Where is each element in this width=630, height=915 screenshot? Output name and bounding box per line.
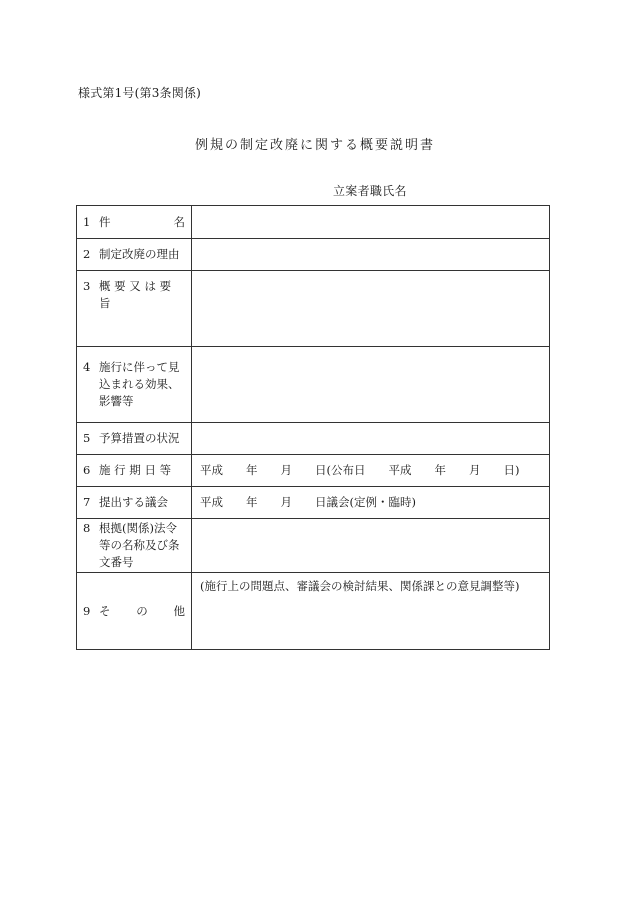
row-number: 2 (83, 247, 91, 261)
row-label: 根拠(関係)法令 等の名称及び条 文番号 (99, 521, 180, 569)
row-number: 7 (83, 495, 91, 509)
row-label: 提出する議会 (99, 495, 168, 509)
row-value-cell[interactable] (192, 455, 550, 487)
row-number: 5 (83, 431, 91, 445)
row-value-cell[interactable] (192, 206, 550, 239)
table-row (77, 423, 550, 455)
row-value: (施行上の問題点、審議会の検討結果、関係課との意見調整等) (200, 579, 520, 593)
row-value-cell[interactable] (192, 487, 550, 519)
row-value-cell[interactable] (192, 573, 550, 650)
row-value: 平成 年 月 日議会(定例・臨時) (200, 495, 416, 509)
row-label-cell (77, 573, 192, 650)
row-value: 平成 年 月 日(公布日 平成 年 月 日) (200, 463, 520, 477)
row-label-cell (77, 455, 192, 487)
row-label: 件 名 (99, 214, 185, 229)
document-title: 例規の制定改廃に関する概要説明書 (194, 138, 435, 153)
row-value-cell[interactable] (192, 271, 550, 347)
row-number: 8 (83, 521, 91, 535)
author-name-label: 立案者職氏名 (333, 184, 407, 198)
table-row (77, 573, 550, 650)
row-label: 施行に伴って見 込まれる効果、 影響等 (99, 360, 180, 408)
row-label: そ の 他 (99, 603, 185, 618)
row-label: 施 行 期 日 等 (99, 463, 172, 477)
row-value-cell[interactable] (192, 239, 550, 271)
table-row (77, 347, 550, 423)
row-number: 9 (83, 603, 91, 618)
table-row (77, 206, 550, 239)
row-number: 6 (83, 463, 91, 477)
row-label-cell (77, 519, 192, 573)
table-row (77, 455, 550, 487)
row-label-cell (77, 239, 192, 271)
row-number: 4 (83, 360, 91, 374)
row-label-cell (77, 347, 192, 423)
form-table (76, 205, 550, 650)
row-label: 予算措置の状況 (99, 431, 180, 445)
row-number: 3 (83, 279, 91, 293)
row-label-cell (77, 487, 192, 519)
row-label: 概 要 又 は 要 旨 (99, 279, 175, 310)
row-value-cell[interactable] (192, 423, 550, 455)
form-number-label: 様式第1号(第3条関係) (78, 86, 202, 100)
row-number: 1 (83, 214, 91, 229)
row-label-cell (77, 423, 192, 455)
row-value-cell[interactable] (192, 519, 550, 573)
table-row (77, 271, 550, 347)
row-value-cell[interactable] (192, 347, 550, 423)
row-label-cell (77, 271, 192, 347)
row-label: 制定改廃の理由 (99, 247, 180, 261)
table-row (77, 239, 550, 271)
row-label-cell (77, 206, 192, 239)
table-row (77, 487, 550, 519)
table-row (77, 519, 550, 573)
